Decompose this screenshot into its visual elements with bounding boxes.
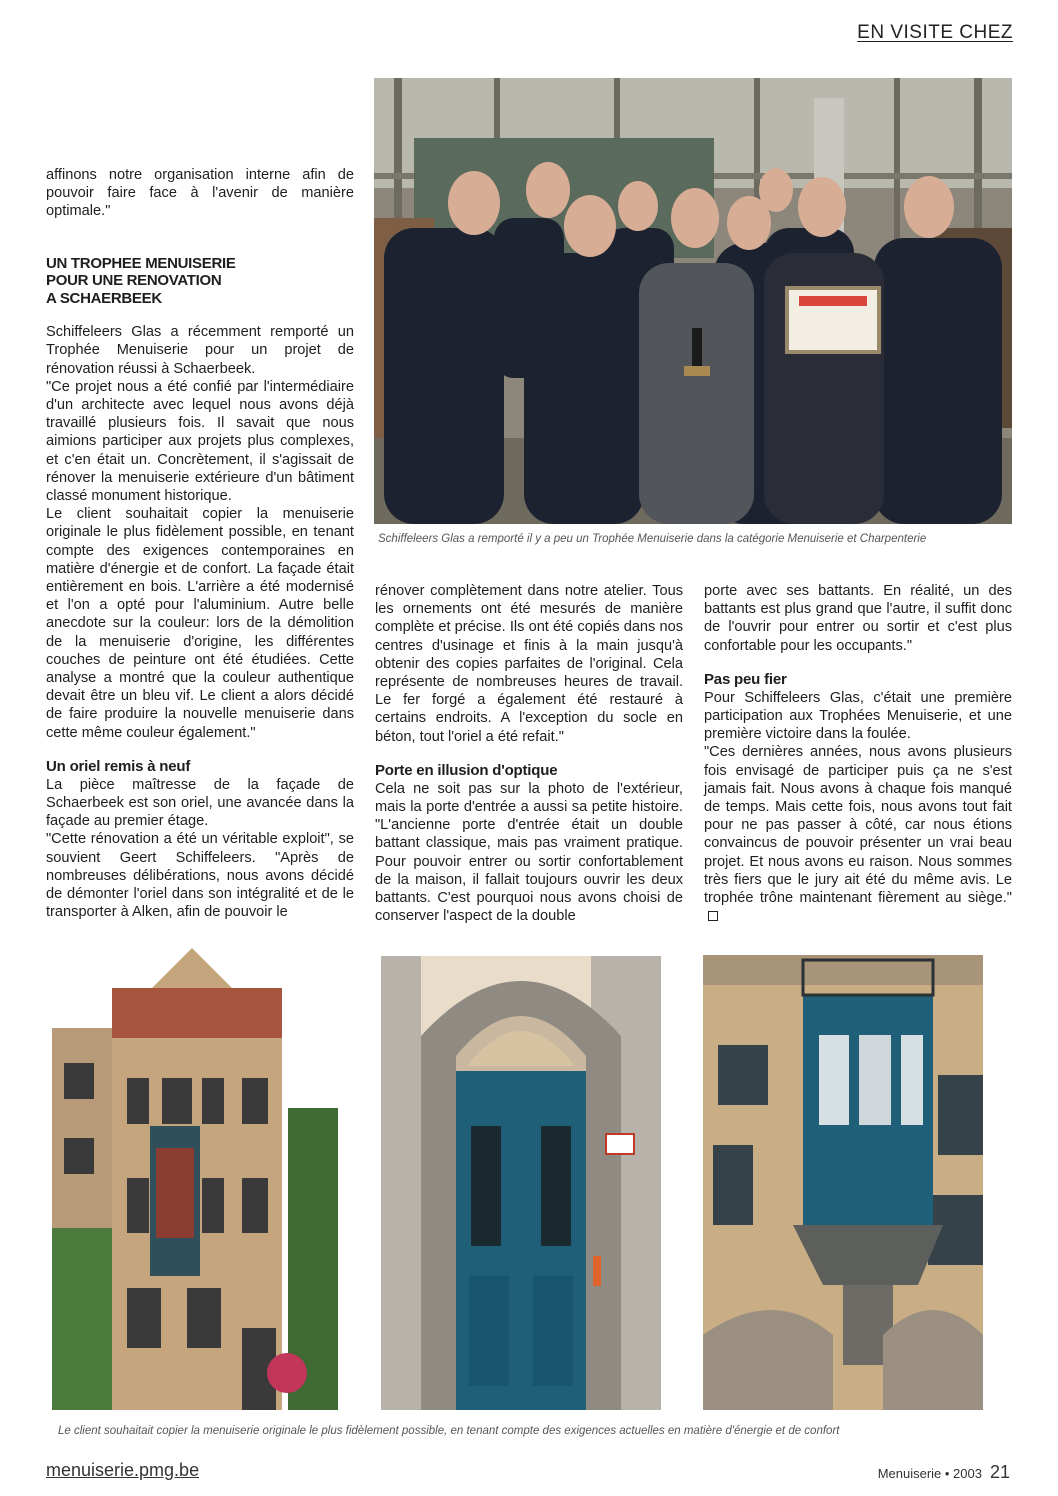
- paragraph: Schiffeleers Glas a récemment remporté un Trophée Menuiserie pour un projet de rénovation réussi à Schaerbeek.: [46, 324, 354, 377]
- trophee-heading-line-2: POUR UNE RENOVATION: [46, 272, 222, 290]
- paragraph: La pièce maîtresse de la façade de Schaerbeek est son oriel, une avancée dans la façade au premier étage.: [46, 776, 354, 830]
- column-3: [704, 582, 1012, 925]
- page-number: 21: [989, 1462, 1010, 1482]
- magazine-issue: Menuiserie • 2003: [877, 1466, 982, 1481]
- facade-photo: [52, 948, 338, 1410]
- section-tag: EN VISITE CHEZ: [857, 22, 1013, 43]
- closing-quote: "Ces dernières années, nous avons plusieurs fois envisagé de participer puis ça ne s'est jamais fait. Nous avons à chaque fois manqué de temps. Mais cette fois, nous avons tout fait pour ne pas passer à côté, car nous étions convaincus de pouvoir présenter un vrai beau projet. Et nous avons eu raison. Nous sommes très fiers que le jury ait été du même avis. Le trophée trône maintenant fièrement au siège.": [704, 744, 1012, 907]
- fier-heading: Pas peu fier: [704, 670, 787, 688]
- footer-folio: [878, 1462, 1010, 1483]
- column-1: [46, 166, 354, 921]
- paragraph: Cela ne soit pas sur la photo de l'extérieur, mais la porte d'entrée a aussi sa petite histoire. "L'ancienne porte d'entrée était un double battant classique, mais pas vraiment pratique. Pour pouvoir entrer ou sortir confortablement de la maison, il fallait toujours ouvrir les deux battants. C'est pourquoi nous avons choisi de conserver l'aspect de la double: [375, 780, 683, 925]
- door-photo: [381, 956, 661, 1410]
- end-of-article-icon: [708, 911, 718, 921]
- footer-website-link[interactable]: menuiserie.pmg.be: [46, 1460, 200, 1480]
- team-photo-caption: Schiffeleers Glas a remporté il y a peu un Trophée Menuiserie dans la catégorie Menuiserie et Charpenterie: [378, 533, 927, 545]
- paragraph: rénover complètement dans notre atelier. Tous les ornements ont été mesurés de manière complète et précise. Ils ont été copiés dans nos centres d'usinage et finis à la main jusqu'à obtenir des copies parfaites de l'original. Cela représente de nombreuses heures de travail. Le fer forgé a également été restauré à certains endroits. A l'exception du socle en béton, tout l'oriel a été refait.": [375, 583, 683, 745]
- paragraph: "Ce projet nous a été confié par l'intermédiaire d'un architecte avec lequel nous avons déjà travaillé plusieurs fois. Il savait que nous aimions participer aux projets plus complexes, et c'en était un. Concrètement, il s'agissait de rénover la menuiserie extérieure d'un bâtiment classé monument historique.: [46, 378, 354, 504]
- paragraph: porte avec ses battants. En réalité, un des battants est plus grand que l'autre, il suffit donc de l'ouvrir pour entrer ou sortir et c'est plus confortable pour les occupants.": [704, 583, 1012, 654]
- paragraph: "Cette rénovation a été un véritable exploit", se souvient Geert Schiffeleers. "Après de nombreuses délibérations, nous avons décidé de démonter l'oriel dans son intégralité et de le transporter à Alken, afin de pouvoir le: [46, 831, 354, 921]
- trophee-heading-line-3: A SCHAERBEEK: [46, 289, 162, 307]
- intro-paragraph: affinons notre organisation interne afin de pouvoir faire face à l'avenir de manière optimale.": [46, 167, 354, 220]
- paragraph: Pour Schiffeleers Glas, c'était une première participation aux Trophées Menuiserie, et une première victoire dans la foulée.: [704, 689, 1012, 743]
- paragraph: Le client souhaitait copier la menuiserie originale le plus fidèlement possible, en tenant compte des exigences contemporaines en matière d'énergie et de confort. La façade était entièrement en bois. L'arrière a été modernisé et l'on a opté pour l'aluminium. Autre belle anecdote sur la couleur: lors de la démolition de la menuiserie d'origine, les différentes couches de peinture ont été étudiées. Cette analyse a montré que la couleur authentique devait être un bleu vif. Le client a alors décidé de faire produire la nouvelle menuiserie dans cette même couleur également.": [46, 506, 354, 741]
- team-photo: [374, 78, 1012, 524]
- column-2: [375, 582, 683, 925]
- bottom-photos-caption: Le client souhaitait copier la menuiserie originale le plus fidèlement possible, en tenant compte des exigences actuelles en matière d'énergie et de confort: [58, 1425, 840, 1437]
- oriel-photo: [703, 955, 983, 1410]
- trophee-heading-line-1: UN TROPHEE MENUISERIE: [46, 254, 236, 272]
- porte-heading: Porte en illusion d'optique: [375, 761, 558, 779]
- oriel-heading: Un oriel remis à neuf: [46, 757, 191, 775]
- paragraph: [704, 743, 1012, 925]
